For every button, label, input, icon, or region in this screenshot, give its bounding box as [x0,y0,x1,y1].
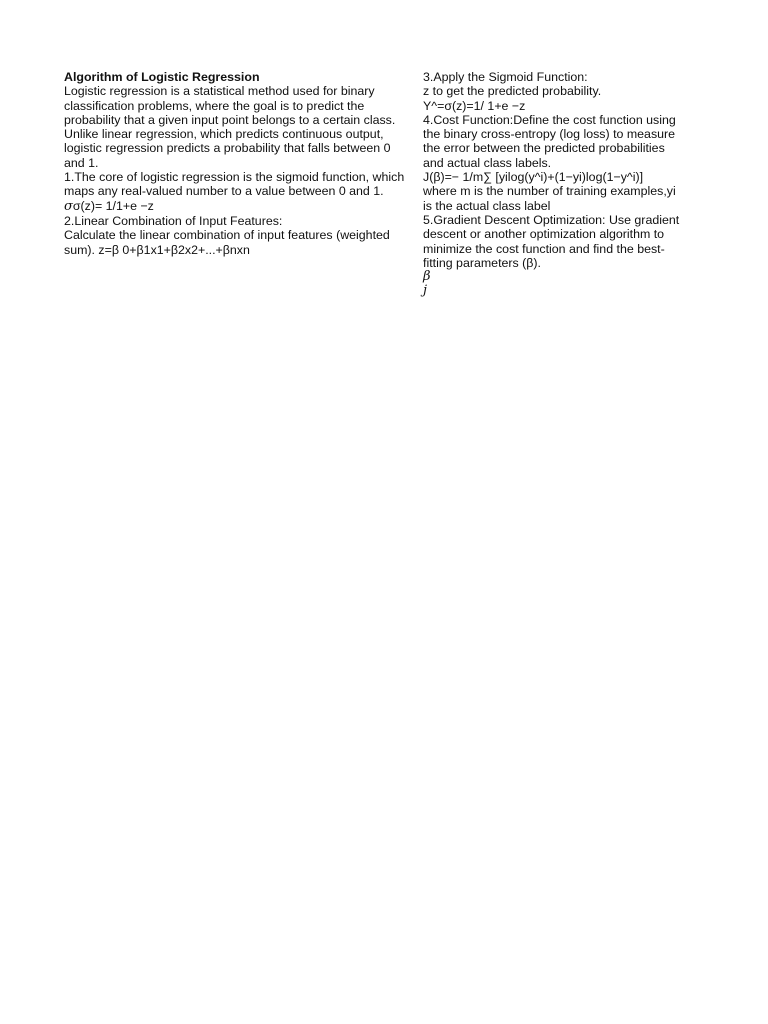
text-line: and actual class labels. [423,155,552,170]
text-line: 3.Apply the Sigmoid Function: [423,70,588,84]
text-line: 2.Linear Combination of Input Features: [64,213,283,228]
beta-symbol: β [423,269,431,285]
text-line: descent or another optimization algorithm to [423,227,665,242]
text-line: probability that a given input point belongs to a certain class. [64,112,396,127]
text-line: is the actual class label [423,198,551,213]
left-column [64,70,416,257]
text-line: Logistic regression is a statistical method used for binary [64,84,375,99]
text-line: classification problems, where the goal is to predict the [64,98,365,113]
text-line: Calculate the linear combination of input features (weighted [64,228,390,243]
text-line: the binary cross-entropy (log loss) to measure [423,127,676,142]
text-line: 4.Cost Function:Define the cost function using [423,112,676,127]
text-line: maps any real-valued number to a value between 0 and 1. [64,184,384,199]
sigmoid-formula: σ(z)= 1/1+e −z [72,198,154,213]
document-title: Algorithm of Logistic Regression [64,70,260,84]
text-line: where m is the number of training examples,yi [423,184,676,199]
text-line: sum). z=β 0+β1x1+β2x2+...+βnxn [64,242,250,257]
text-line: the error between the predicted probabilities [423,141,665,156]
sigmoid-symbol: σ [64,198,73,214]
text-line: minimize the cost function and find the best- [423,241,665,256]
sigmoid-formula-line [64,199,416,214]
text-line: 1.The core of logistic regression is the sigmoid function, which [64,170,405,185]
text-line: fitting parameters (β). [423,255,541,270]
text-line: Y^=σ(z)=1/ 1+e −z [423,98,526,113]
right-column [423,70,691,299]
text-line: logistic regression predicts a probability that falls between 0 [64,141,391,156]
text-line: z to get the predicted probability. [423,84,602,99]
text-line: 5.Gradient Descent Optimization: Use gradient [423,212,680,227]
j-symbol: j [423,283,428,299]
text-line: Unlike linear regression, which predicts continuous output, [64,127,384,142]
text-line: and 1. [64,155,99,170]
text-line: J(β)=− 1/m∑ [yilog(y^i)+(1−yi)log(1−y^i)] [423,170,644,185]
